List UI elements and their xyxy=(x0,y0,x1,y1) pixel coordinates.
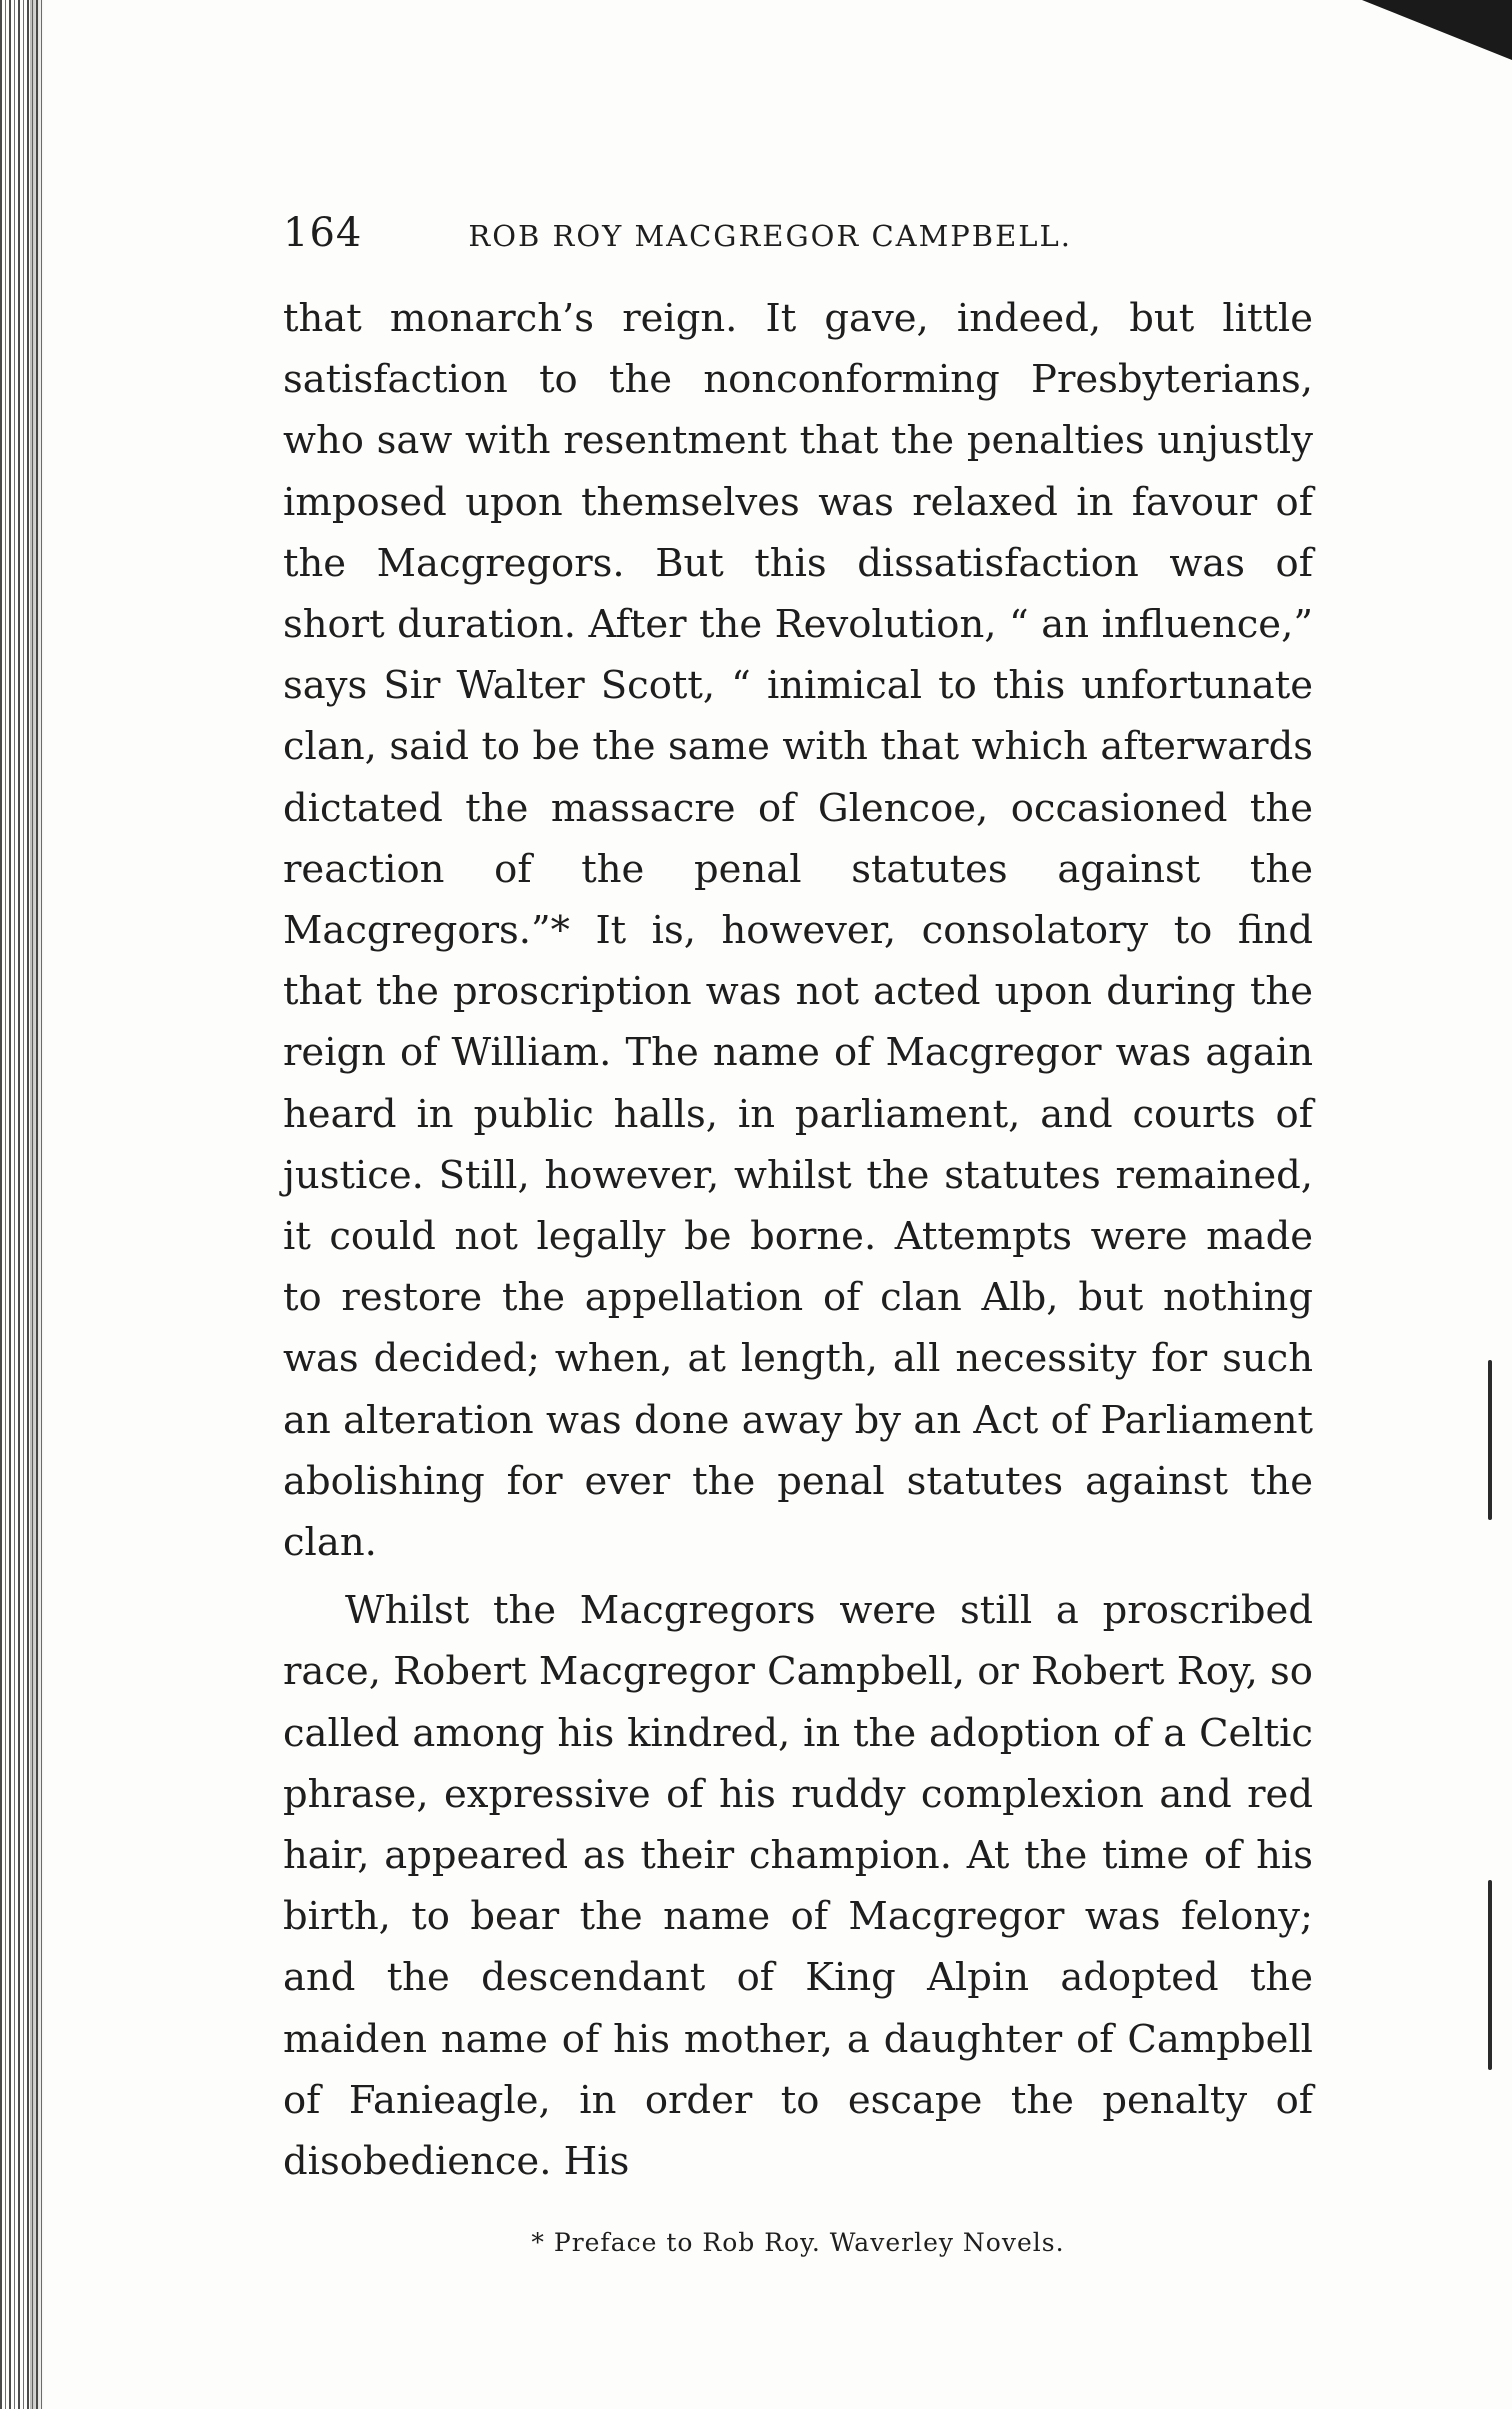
paragraph: that monarch’s reign. It gave, indeed, but little satisfaction to the nonconforming Presbyterians, who saw with resentment that the penalties unjustly imposed upon themselves was relaxed in favour of the Macgregors. But this dissatisfaction was of short duration. After the Revolution, “ an influence,” says Sir Walter Scott, “ inimical to this unfortunate clan, said to be the same with that which afterwards dictated the massacre of Glencoe, occasioned the reaction of the penal statutes against the Macgregors.”* It is, however, consolatory to find that the proscription was not acted upon during the reign of William. The name of Macgregor was again heard in public halls, in parliament, and courts of justice. Still, however, whilst the statutes remained, it could not legally be borne. Attempts were made to restore the appellation of clan Alb, but nothing was decided; when, at length, all necessity for such an alteration was done away by an Act of Parliament abolishing for ever the penal statutes against the clan. xyxy=(283,296,1313,1566)
page-corner-fold xyxy=(1362,0,1512,60)
paragraph: Whilst the Macgregors were still a proscribed race, Robert Macgregor Campbell, or Robert Roy, so called among his kindred, in the adoption of a Celtic phrase, expressive of his ruddy complexion and red hair, appeared as their champion. At the time of his birth, to bear the name of Macgregor was felony; and the descendant of King Alpin adopted the maiden name of his mother, a daughter of Campbell of Fanieagle, in order to escape the penalty of disobedience. His xyxy=(283,1588,1313,2185)
page-header xyxy=(283,210,1313,280)
page-number: 164 xyxy=(283,210,363,256)
footnote: * Preface to Rob Roy. Waverley Novels. xyxy=(531,2228,1065,2258)
body-text xyxy=(283,288,1313,2192)
scan-mark xyxy=(1488,1880,1492,2070)
book-page xyxy=(283,210,1313,2257)
running-head: ROB ROY MACGREGOR CAMPBELL. xyxy=(468,219,1073,253)
scan-mark xyxy=(1488,1360,1492,1520)
binding-shadow xyxy=(30,0,44,2409)
